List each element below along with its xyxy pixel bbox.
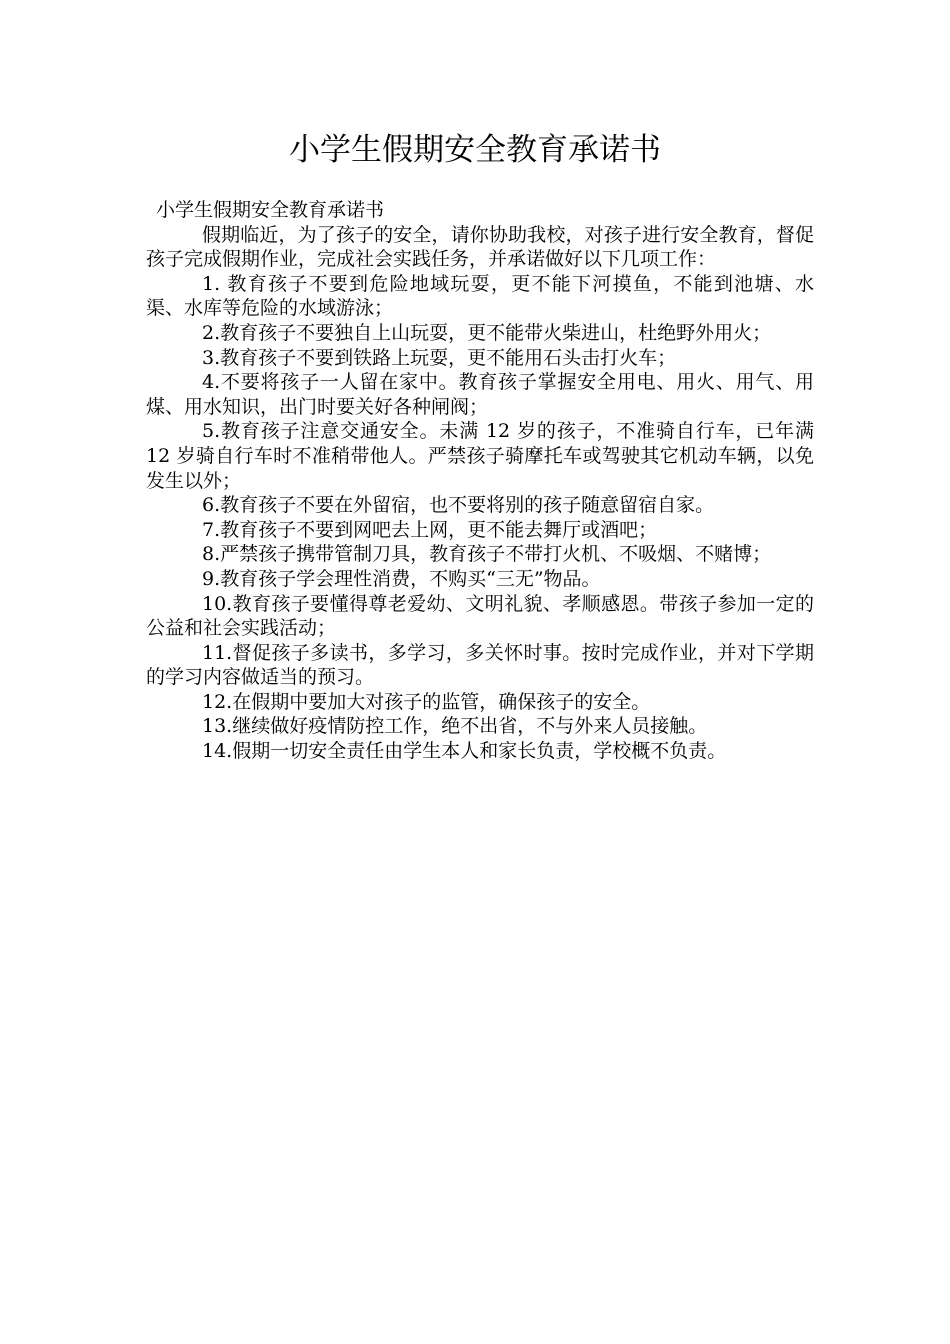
list-item: 3.教育孩子不要到铁路上玩耍，更不能用石头击打火车；	[202, 346, 677, 369]
list-item: 9.教育孩子学会理性消费，不购买“三无”物品。	[202, 567, 601, 590]
document-title: 小学生假期安全教育承诺书	[289, 132, 661, 168]
list-item: 5.教育孩子注意交通安全。未满 12 岁的孩子，不准骑自行车，已年满 12 岁骑自行车时不准稍带他人。严禁孩子骑摩托车或驾驶其它机动车辆，以免发生以外；	[146, 420, 814, 492]
list-item: 7.教育孩子不要到网吧去上网，更不能去舞厅或酒吧；	[202, 518, 658, 541]
list-item: 2.教育孩子不要独自上山玩耍，更不能带火柴进山，杜绝野外用火；	[202, 321, 772, 344]
list-item: 6.教育孩子不要在外留宿，也不要将别的孩子随意留宿自家。	[202, 494, 715, 517]
list-item: 10.教育孩子要懂得尊老爱幼、文明礼貌、孝顺感恩。带孩子参加一定的公益和社会实践活动；	[146, 592, 814, 640]
list-item: 12.在假期中要加大对孩子的监管，确保孩子的安全。	[202, 690, 651, 713]
intro-paragraph: 假期临近，为了孩子的安全，请你协助我校，对孩子进行安全教育，督促孩子完成假期作业，完成社会实践任务，并承诺做好以下几项工作：	[146, 223, 814, 271]
list-item: 14.假期一切安全责任由学生本人和家长负责，学校概不负责。	[202, 740, 727, 763]
list-item: 4.不要将孩子一人留在家中。教育孩子掌握安全用电、用火、用气、用煤、用水知识，出门时要关好各种闸阀；	[146, 371, 814, 418]
list-item: 8.严禁孩子携带管制刀具，教育孩子不带打火机、不吸烟、不赌博；	[202, 543, 772, 566]
document-body	[146, 198, 814, 764]
list-item: 11.督促孩子多读书，多学习，多关怀时事。按时完成作业，并对下学期的学习内容做适当的预习。	[146, 641, 814, 689]
document-subtitle: 小学生假期安全教育承诺书	[156, 199, 385, 221]
list-item: 1. 教育孩子不要到危险地域玩耍，更不能下河摸鱼，不能到池塘、水渠、水库等危险的水域游泳；	[146, 272, 814, 320]
list-item: 13.继续做好疫情防控工作，绝不出省，不与外来人员接触。	[202, 715, 708, 738]
